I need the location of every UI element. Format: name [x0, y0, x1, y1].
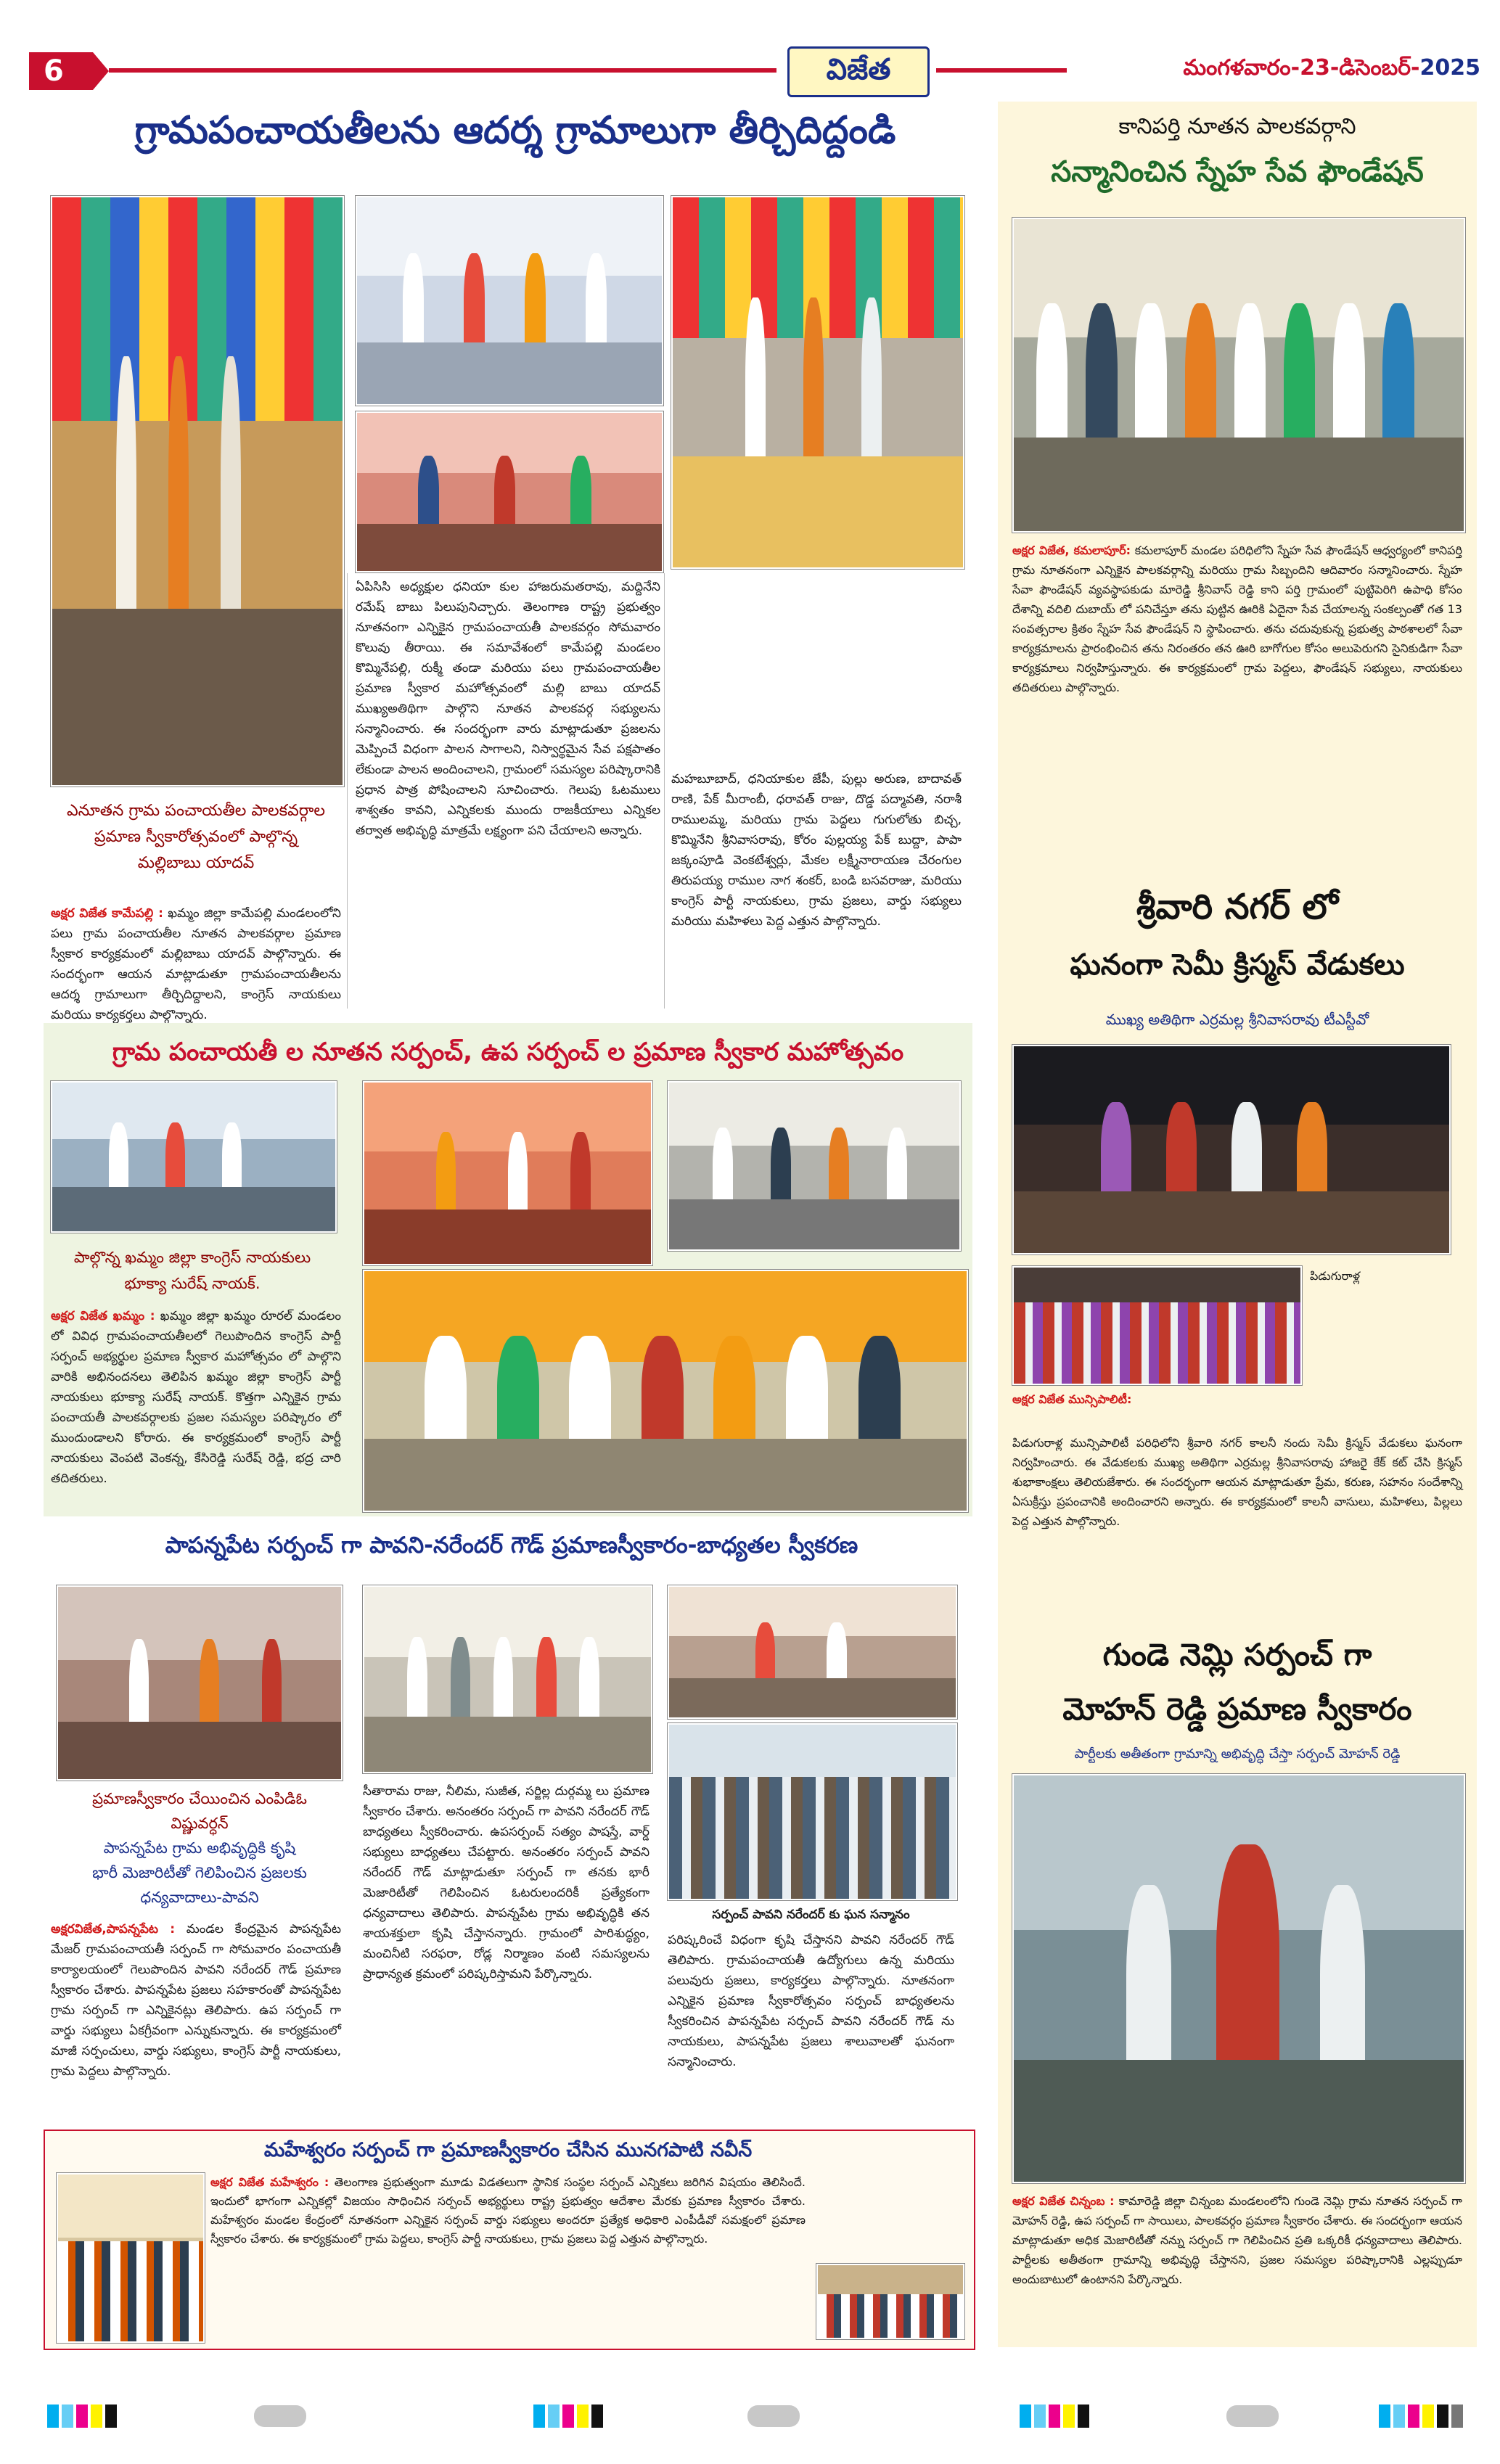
main-story-column-2: ఏపిసిసి అధ్యక్షుల ధనియా కుల హాజరుమతరావు, మద్దినేని రమేష్ బాబు పిలుపునిచ్చారు. తెలంగాణ రాష్ట్ర ప్రభుత్వం నూతనంగా ఎన్నికైన గ్రామపంచాయతీ పాలకవర్గం సోమవారం కొలువు తీరాయి. ఈ సమావేశంలో కామేపల్లి మండలం కొమ్మినేపల్లి, రుక్మీ తండా మరియు పలు గ్రామపంచాయతీల ప్రమాణ స్వీకార మహోత్సవంలో మల్లి బాబు యాదవ్ ముఖ్యఅతిథిగా పాల్గొని నూతన పాలకవర్గ సభ్యులను సన్మానించారు. ఈ సందర్భంగా వారు మాట్లాడుతూ ప్రజలను మెప్పించే విధంగా పాలన సాగాలని, నిస్వార్థమైన సేవ పక్షపాతం లేకుండా పాలన అందించాలని, గ్రామంలో సమస్యల పరిష్కారానికి ప్రధాన పాత్ర పోషించాలని సూచించారు. గెలుపు ఓటములు శాశ్వతం కావని, ఎన్నికలకు ముందు రాజకీయాలు ఎన్నికల తర్వాత అభివృద్ధి మాత్రమే లక్ష్యంగా పని చేయాలని అన్నారు. — [356, 580, 660, 838]
papannapet-caption-line4: భారీ మెజారిటీతో గెలిపించిన ప్రజలకు — [92, 1864, 307, 1881]
sarpanch-dateline: అక్షర విజేత ఖమ్మం : — [51, 1309, 155, 1323]
papannapet-photo-2 — [363, 1585, 652, 1773]
column-divider — [664, 573, 665, 1009]
sidebar-story2-photo-1 — [1012, 1045, 1451, 1254]
papannapet-column-1 — [51, 1919, 341, 2119]
main-story-column-3: మహబూబాద్, ధనియాకుల జేపీ, పుల్లు అరుణ, బాదావత్ రాణి, పేక్ మీరాంబీ, ధరావత్ రాజు, దొడ్డ పద్మావతి, నరాశీ రాములమ్మ, మరియు గ్రామ పెద్దలు గుగులోతు బిచ్చ, కొమ్మినేని శ్రీనివాసరావు, కోరం పుల్లయ్య పేక్ బుద్దా, పాపా జక్కంపూడి వెంకటేశ్వర్లు, మేకల లక్ష్మీనారాయణ చేరంగుల తిరుపయ్య రాముల నాగ శంకర్, బండి బసవరాజు, మరియు కాంగ్రెస్ పార్టీ నాయకులు, గ్రామ ప్రజలు, వార్డు సభ్యులు మరియు మహిళలు పెద్ద ఎత్తున పాల్గొన్నారు. — [671, 772, 962, 929]
sidebar-story3-dateline: అక్షర విజేత చిన్నంబ : — [1012, 2194, 1115, 2208]
sidebar-story1-headline: సన్మానించిన స్నేహ సేవ ఫౌండేషన్ — [1051, 155, 1424, 189]
sidebar-story2-text-side — [1012, 1389, 1303, 1430]
sarpanch-caption-line1: పాల్గొన్న ఖమ్మం జిల్లా కాంగ్రెస్ నాయకులు — [73, 1249, 311, 1266]
page-number: 6 — [44, 54, 64, 88]
masthead-rule-left — [109, 68, 776, 73]
papannapet-caption-line1: ప్రమాణస్వీకారం చేయించిన ఎంపిడిఓ — [92, 1790, 307, 1807]
papannapet-photo-3 — [668, 1585, 957, 1719]
page-number-tab — [29, 52, 109, 90]
sidebar-story2-subhead: ముఖ్య అతిథిగా ఎర్రమల్ల శ్రీనివాసరావు టీఎస్టీవో — [1105, 1011, 1369, 1028]
column-divider — [347, 573, 348, 1009]
main-dateline: అక్షర విజేత కామేపల్లి : — [51, 906, 163, 921]
sidebar-story1-kicker: కానిపర్తి నూతన పాలకవర్గాని — [1118, 114, 1356, 139]
papannapet-photo-caption — [51, 1786, 348, 1910]
main-headline: గ్రామపంచాయతీలను ఆదర్శ గ్రామాలుగా తీర్చిదిద్దండి — [134, 109, 896, 152]
sidebar-story3-headline-2: మోహన్ రెడ్డి ప్రమాణ స్వీకారం — [1062, 1691, 1412, 1727]
papannapet-photo-caption-2 — [668, 1905, 954, 1925]
main-story-column-1 — [51, 903, 341, 1022]
papannapet-dateline: అక్షరవిజేత,పాపన్నపేట : — [51, 1922, 176, 1937]
sarpanch-body: ఖమ్మం జిల్లా ఖమ్మం రూరల్ మండలం లో వివిధ గ్రామపంచాయతీలలో గెలుపొందిన కాంగ్రెస్ పార్టీ సర్పంచ్ అభ్యర్థుల ప్రమాణ స్వీకార మహోత్సవం లో పాల్గొని వారికి అభినందనలు తెలిపిన ఖమ్మం జిల్లా కాంగ్రెస్ పార్టీ నాయకులు భూక్యా సురేష్ నాయక్. కొత్తగా ఎన్నికైన గ్రామ పంచాయతీ పాలకవర్గాలకు ప్రజల సమస్యల పరిష్కారం లో ముందుండాలని కోరారు. ఈ కార్యక్రమంలో కాంగ్రెస్ పార్టీ నాయకులు వెంపటి వెంకన్న, కేసిరెడ్డి సురేష్ రెడ్డి, భద్ర చారి తదితరులు. — [51, 1309, 341, 1486]
logo — [787, 46, 930, 97]
sarpanch-photo-3 — [668, 1081, 961, 1251]
sarpanch-photo-caption — [51, 1244, 334, 1297]
sidebar-story2-headline-1: శ్రీవారి నగర్ లో — [1136, 887, 1339, 927]
papannapet-photo-1 — [57, 1585, 343, 1781]
maheshwaram-headline: మహేశ్వరం సర్పంచ్ గా ప్రమాణస్వీకారం చేసిన మునగపాటి నవీన్ — [263, 2139, 753, 2161]
maheshwaram-photo-2 — [816, 2264, 964, 2339]
date-year: 2025 — [1419, 55, 1480, 81]
sidebar-story3-subhead: పార్టీలకు అతీతంగా గ్రామాన్ని అభివృద్ధి చేస్తా సర్పంచ్ మోహన్ రెడ్డి — [1074, 1746, 1401, 1762]
sidebar-story1-body: కమలాపూర్ మండల పరిధిలోని స్నేహ సేవ ఫౌండేషన్ ఆధ్వర్యంలో కానిపర్తి గ్రామ నూతనంగా ఎన్నికైన పాలకవర్గాన్ని మరియు గ్రామ సిబ్బందిని ఆదివారం సన్మానించారు. స్నేహ సేవా ఫౌండేషన్ వ్యవస్థాపకుడు మారెడ్డి శ్రీనివాస్ రెడ్డి కాని పర్తి గ్రామంలో పుట్టిపెరిగి ఉపాధి కోసం దేశాన్ని వదిలి దుబాయ్ లో పనిచేస్తూ తను పుట్టిన ఊరికి ఏదైనా సేవ చేయాలన్న సంకల్పంతో గత 13 సంవత్సరాల క్రితం స్నేహ సేవ ఫౌండేషన్ ని స్థాపించారు. తను చదువుకున్న ప్రభుత్వ పాఠశాలలో సేవా కార్యక్రమాలను ప్రారంభించిన తను నిరంతరం తన ఊరి బాగోగుల కోసం అలుపెరుగని సైనికుడిగా సేవా కార్యక్రమాలు నిర్వహిస్తున్నారు. ఈ కార్యక్రమంలో గ్రామ పెద్దలు, ఫౌండేషన్ సభ్యులు, నాయకులు తదితరులు పాల్గొన్నారు. — [1012, 543, 1463, 694]
sarpanch-caption-line2: భూక్యా సురేష్ నాయక్. — [124, 1275, 261, 1292]
papannapet-photo-caption-text: సర్పంచ్ పావని నరేందర్ కు ఘన సన్మానం — [712, 1907, 910, 1922]
main-photo-1 — [51, 196, 344, 787]
papannapet-caption-line5: ధన్యవాదాలు-పావని — [140, 1889, 259, 1906]
sidebar-story3-photo — [1012, 1774, 1465, 2183]
main-caption-line3: మల్లిబాబు యాదవ్ — [137, 854, 255, 872]
sarpanch-photo-2 — [363, 1081, 652, 1265]
sarpanch-photo-1 — [51, 1081, 337, 1233]
main-caption-line1: ఎనూతన గ్రామ పంచాయతీల పాలకవర్గాల — [67, 802, 325, 820]
date-text: మంగళవారం-23-డిసెంబర్- — [1183, 55, 1420, 81]
sidebar-story3-headline-1: గుండె నెమ్లి సర్పంచ్ గా — [1102, 1637, 1372, 1672]
papannapet-col1-text: మండల కేంద్రమైన పాపన్నపేట మేజర్ గ్రామపంచాయతీ సర్పంచ్ గా సోమవారం పంచాయతీ కార్యాలయంలో గెలుపొందిన పావని నరేందర్ గౌడ్ ప్రమాణ స్వీకారం చేశారు. పాపన్నపేట ప్రజలు సహకారంతో పాపన్నపేట గ్రామ సర్పంచ్ గా ఎన్నికైనట్లు తెలిపారు. ఉప సర్పంచ్ గా వార్డు సభ్యులు ఏకగ్రీవంగా ఎన్నుకున్నారు. ఈ కార్యక్రమంలో మాజీ సర్పంచులు, వార్డు సభ్యులు, కాంగ్రెస్ పార్టీ నాయకులు, గ్రామ పెద్దలు పాల్గొన్నారు. — [51, 1922, 341, 2079]
sidebar-story1-text — [1012, 541, 1462, 867]
main-photo-2 — [356, 196, 663, 406]
maheshwaram-text — [210, 2173, 806, 2340]
sarpanch-story-text — [51, 1306, 341, 1509]
sidebar-story1-dateline: అక్షర విజేత, కమలాపూర్: — [1012, 543, 1131, 557]
sidebar-story3-body: కామారెడ్డి జిల్లా చిన్నంబ మండలంలోని గుండె నెమ్లి గ్రామ నూతన సర్పంచ్ గా మోహన్ రెడ్డి, ఉప సర్పంచ్ గా సాయిలు, పాలకవర్గం ప్రమాణ స్వీకారం చేశారు. ఈ సందర్భంగా ఆయన మాట్లాడుతూ అధిక మెజారిటీతో నన్ను సర్పంచ్ గా గెలిపించిన ప్రతి ఒక్కరికీ ధన్యవాదాలు తెలిపారు. పార్టీలకు అతీతంగా గ్రామాన్ని అభివృద్ధి చేస్తానని, ప్రజల సమస్యల పరిష్కారానికి ఎల్లప్పుడూ అందుబాటులో ఉంటానని పేర్కొన్నారు. — [1012, 2194, 1463, 2286]
papannapet-column-2: సీతారామ రాజు, నీలిమ, సుజీత, సర్జిల్ల దుర్గమ్మ లు ప్రమాణ స్వీకారం చేశారు. అనంతరం సర్పంచ్ గా పావని నరేందర్ గౌడ్ బాధ్యతలు స్వీకరించారు. ఉపసర్పంచ్ సత్యం పాషస్తే, వార్డ్ సభ్యులు బాధ్యతలు చేపట్టారు. అనంతరం సర్పంచ్ పావని నరేందర్ గౌడ్ మాట్లాడుతూ సర్పంచ్ గా తనకు భారీ మెజారిటీతో గెలిపించిన ఓటరులందరికీ ప్రత్యేకంగా ధన్యవాదాలు తెలిపారు. పాపన్నపేట గ్రామ అభివృద్ధికి తన శాయశక్తులా కృషి చేస్తానన్నారు. గ్రామంలో పారిశుద్ధ్యం, మంచినీటి సరఫరా, రోడ్ల నిర్మాణం వంటి సమస్యలను ప్రాధాన్యత క్రమంలో పరిష్కరిస్తామని పేర్కొన్నారు. — [363, 1784, 649, 1982]
papannapet-headline: పాపన్నపేట సర్పంచ్ గా పావని-నరేందర్ గౌడ్ ప్రమాణస్వీకారం-బాధ్యతల స్వీకరణ — [165, 1532, 858, 1559]
sarpanch-headline: గ్రామ పంచాయతీ ల నూతన సర్పంచ్, ఉప సర్పంచ్ ల ప్రమాణ స్వీకార మహోత్సవం — [112, 1038, 904, 1067]
sidebar-story2-dateline: అక్షర విజేత మున్సిపాలిటీ: — [1012, 1392, 1132, 1406]
sidebar-story2-body: పిడుగురాళ్ల మున్సిపాలిటీ పరిధిలోని శ్రీవారి నగర్ కాలనీ నందు సెమీ క్రిస్మస్ వేడుకలు ఘనంగా నిర్వహించారు. ఈ వేడుకలకు ముఖ్య అతిథిగా ఎర్రమల్ల శ్రీనివాసరావు హాజరై కేక్ కట్ చేసి క్రిస్మస్ శుభాకాంక్షలు తెలియజేశారు. ఈ సందర్భంగా ఆయన మాట్లాడుతూ ప్రేమ, కరుణ, సహనం సందేశాన్ని ఏసుక్రీస్తు ప్రపంచానికి అందించారని అన్నారు. ఈ కార్యక్రమంలో కాలనీ వాసులు, మహిళలు, పిల్లలు పెద్ద ఎత్తున పాల్గొన్నారు. — [1012, 1436, 1462, 1528]
masthead-rule-right — [936, 68, 1067, 73]
maheshwaram-body: తెలంగాణ ప్రభుత్వంగా మూడు విడతలుగా స్థానిక సంస్థల సర్పంచ్ ఎన్నికలు జరిగిన విషయం తెలిసిందే. ఇందులో భాగంగా ఎన్నికల్లో విజయం సాధించిన సర్పంచ్ అభ్యర్థులు రాష్ట్ర ప్రభుత్వం ఆదేశాల మేరకు ప్రమాణ స్వీకారం చేశారు. మహేశ్వరం మండల కేంద్రంలో నూతనంగా ఎన్నికైన సర్పంచ్ వార్డు సభ్యులు అందరూ ప్రత్యేక అధికారి ఎంపీడీవో సమక్షంలో ప్రమాణ స్వీకారం చేశారు. ఈ కార్యక్రమంలో గ్రామ పెద్దలు, కాంగ్రెస్ పార్టీ నాయకులు, గ్రామ ప్రజలు పెద్ద ఎత్తున పాల్గొన్నారు. — [210, 2175, 806, 2246]
main-photo-3 — [356, 411, 663, 572]
main-col1-text: ఖమ్మం జిల్లా కామేపల్లి మండలంలోని పలు గ్రామ పంచాయతీల నూతన పాలకవర్గాల ప్రమాణ స్వీకార కార్యక్రమంలో మల్లిబాబు యాదవ్ పాల్గొన్నారు. ఈ సందర్భంగా ఆయన మాట్లాడుతూ గ్రామపంచాయతీలను ఆదర్శ గ్రామాలుగా తీర్చిదిద్దాలని, కాంగ్రెస్ నాయకులు మరియు కార్యకర్తలు పాల్గొన్నారు. — [51, 906, 341, 1022]
papannapet-caption-line3: పాపన్నపేట గ్రామ అభివృద్ధికి కృషి — [103, 1839, 296, 1857]
papannapet-caption-line2: విష్ణువర్ధన్ — [171, 1815, 229, 1832]
date-line — [1074, 55, 1480, 86]
maheshwaram-photo-1 — [57, 2173, 205, 2343]
main-photo-4 — [671, 196, 964, 569]
logo-text: విజేత — [826, 53, 891, 86]
masthead — [0, 0, 1500, 93]
papannapet-column-3: పరిష్కరించే విధంగా కృషి చేస్తానని పావని నరేందర్ గౌడ్ తెలిపారు. గ్రామపంచాయతీ ఉద్యోగులు ఉన్న మరియు పలువురు ప్రజలు, కార్యకర్తలు పాల్గొన్నారు. నూతనంగా ఎన్నికైన ప్రమాణ స్వీకారోత్సవం సర్పంచ్ బాధ్యతలను స్వీకరించిన పాపన్నపేట సర్పంచ్ పావని నరేందర్ గౌడ్ ను నాయకులు, పాపన్నపేట ప్రజలు శాలువాలతో ఘనంగా సన్మానించారు. — [668, 1933, 954, 2069]
sidebar-story3-text — [1012, 2191, 1462, 2340]
sidebar-story2-headline-2: ఘనంగా సెమీ క్రిస్మస్ వేడుకలు — [1070, 948, 1405, 982]
sidebar-story2-place: పిడుగురాళ్ల — [1310, 1269, 1361, 1283]
maheshwaram-dateline: అక్షర విజేత మహేశ్వరం : — [210, 2175, 329, 2189]
papannapet-photo-4 — [668, 1723, 957, 1900]
main-caption-line2: ప్రమాణ స్వీకారోత్సవంలో పాల్గొన్న — [94, 828, 298, 846]
sarpanch-photo-4 — [363, 1270, 968, 1512]
sidebar-story2-photo-2 — [1012, 1266, 1302, 1385]
color-registration-bar — [0, 2394, 1500, 2438]
main-photo-caption — [51, 798, 341, 876]
sidebar-story1-photo — [1012, 218, 1465, 533]
